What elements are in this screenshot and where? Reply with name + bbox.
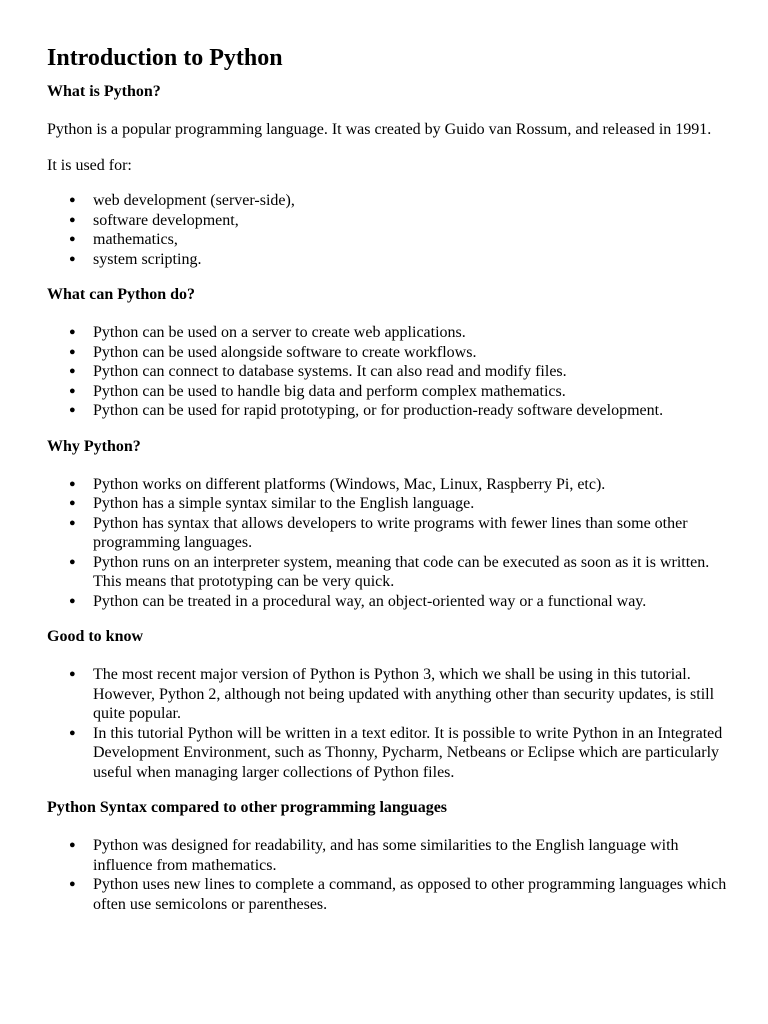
list-item [69, 362, 728, 382]
list-item-text: Python has syntax that allows developers to write programs with fewer lines than some other programming languages. [93, 514, 688, 551]
bullet-icon: ● [69, 365, 76, 377]
list-item [69, 382, 728, 402]
list-item [69, 475, 728, 495]
list-item-text: Python runs on an interpreter system, meaning that code can be executed as soon as it is written. This means that prototyping can be very quick. [93, 553, 710, 590]
bullet-icon: ● [69, 233, 76, 245]
list-item-text: Python can be used on a server to create web applications. [93, 324, 466, 341]
bullet-icon: ● [69, 594, 76, 607]
list-item-text: software development, [93, 211, 239, 229]
list-item [69, 553, 728, 592]
page-title: Introduction to Python [47, 45, 283, 71]
list-item [69, 514, 728, 553]
list-item-text: Python was designed for readability, and has some similarities to the English language with influence from mathematics. [93, 837, 679, 874]
bullet-icon: ● [69, 516, 76, 529]
section [47, 285, 728, 421]
list-item-text: system scripting. [93, 250, 202, 268]
bullet-icon: ● [69, 213, 76, 226]
section [47, 82, 728, 269]
list-item [69, 250, 728, 270]
bullet-icon: ● [69, 345, 76, 358]
bullet-icon: ● [69, 384, 76, 397]
bullet-icon: ● [69, 326, 76, 338]
bullet-list [47, 323, 728, 421]
list-item [69, 343, 728, 363]
bullet-list [47, 836, 728, 914]
section-heading: Why Python? [47, 437, 141, 455]
bullet-icon: ● [69, 252, 76, 265]
bullet-icon: ● [69, 839, 76, 851]
list-item [69, 211, 728, 231]
list-item-text: Python can be used to handle big data and perform complex mathematics. [93, 382, 566, 400]
section-heading: Good to know [47, 628, 144, 645]
bullet-list [47, 665, 728, 782]
list-item-text: Python can be treated in a procedural way, an object-oriented way or a functional way. [93, 592, 647, 610]
list-item [69, 665, 728, 724]
bullet-icon: ● [69, 194, 76, 206]
list-item-text: Python has a simple syntax similar to the English language. [93, 495, 475, 512]
list-item-text: Python uses new lines to complete a command, as opposed to other programming languages which often use semicolons or parentheses. [93, 876, 727, 913]
list-item [69, 836, 728, 875]
bullet-list [47, 475, 728, 612]
list-item-text: web development (server-side), [93, 192, 295, 209]
section-heading: What can Python do? [47, 286, 196, 303]
bullet-icon: ● [69, 726, 76, 739]
list-item-text: mathematics, [93, 231, 178, 248]
bullet-icon: ● [69, 878, 76, 890]
bullet-icon: ● [69, 668, 76, 680]
list-item-text: The most recent major version of Python is Python 3, which we shall be using in this tutorial. However, Python 2, although not being updated with anything other than security updates, is still quite popular. [93, 666, 715, 722]
list-item [69, 191, 728, 211]
list-item [69, 875, 728, 914]
list-item [69, 592, 728, 612]
list-item [69, 401, 728, 421]
section-heading: What is Python? [47, 83, 161, 100]
section [47, 437, 728, 612]
document-body [47, 82, 728, 914]
list-item-text: Python works on different platforms (Windows, Mac, Linux, Raspberry Pi, etc). [93, 475, 606, 493]
bullet-icon: ● [69, 555, 76, 568]
bullet-icon: ● [69, 477, 76, 490]
paragraph: Python is a popular programming language. It was created by Guido van Rossum, and released in 1991. [47, 121, 712, 138]
list-item-text: Python can connect to database systems. It can also read and modify files. [93, 363, 567, 380]
list-item [69, 494, 728, 514]
list-item [69, 323, 728, 343]
section [47, 627, 728, 782]
list-item [69, 230, 728, 250]
list-item [69, 724, 728, 783]
bullet-icon: ● [69, 497, 76, 509]
section-heading: Python Syntax compared to other programming languages [47, 799, 448, 816]
list-item-text: Python can be used for rapid prototyping, or for production-ready software development. [93, 402, 664, 419]
list-item-text: In this tutorial Python will be written in a text editor. It is possible to write Python in an Integrated Development Environment, such as Thonny, Pycharm, Netbeans or Eclipse which are particularly useful when managing larger collections of Python files. [93, 724, 723, 781]
bullet-list [47, 191, 728, 269]
section [47, 798, 728, 914]
bullet-icon: ● [69, 404, 76, 416]
list-item-text: Python can be used alongside software to create workflows. [93, 343, 477, 361]
paragraph: It is used for: [47, 156, 132, 174]
